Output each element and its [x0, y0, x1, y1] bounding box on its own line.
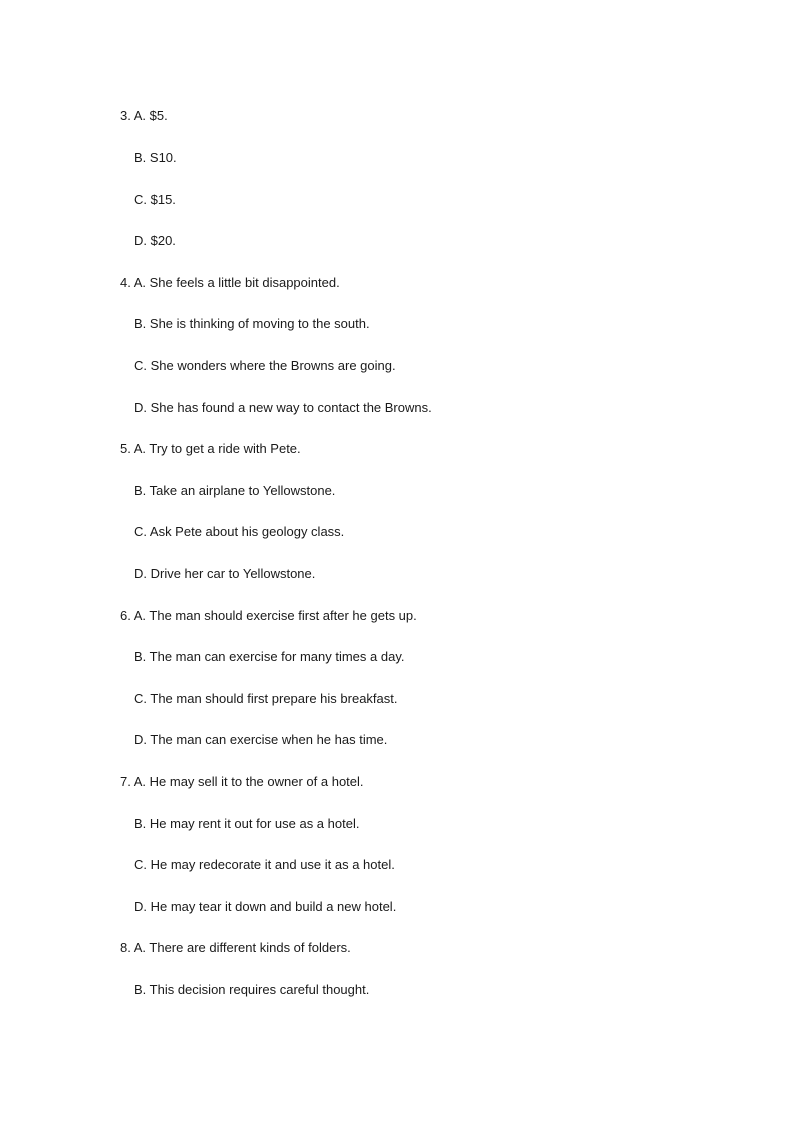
question-3-option-d: D. $20.: [134, 233, 176, 248]
question-7-option-a: 7. A. He may sell it to the owner of a hotel.: [120, 774, 364, 789]
question-5-option-a: 5. A. Try to get a ride with Pete.: [120, 441, 301, 456]
question-7-option-c: C. He may redecorate it and use it as a hotel.: [134, 857, 395, 872]
question-4-option-d: D. She has found a new way to contact the Browns.: [134, 400, 432, 415]
question-6-option-c: C. The man should first prepare his breakfast.: [134, 691, 398, 706]
question-3-option-b: B. S10.: [134, 150, 177, 165]
question-5-option-c: C. Ask Pete about his geology class.: [134, 524, 345, 539]
question-6-option-a: 6. A. The man should exercise first after he gets up.: [120, 608, 417, 623]
question-7-option-d: D. He may tear it down and build a new hotel.: [134, 899, 397, 914]
question-4-option-a: 4. A. She feels a little bit disappointed.: [120, 275, 340, 290]
question-4-option-b: B. She is thinking of moving to the south.: [134, 316, 370, 331]
question-5-option-d: D. Drive her car to Yellowstone.: [134, 566, 316, 581]
question-3-option-c: C. $15.: [134, 192, 176, 207]
question-8-option-a: 8. A. There are different kinds of folders.: [120, 940, 351, 955]
question-3-option-a: 3. A. $5.: [120, 108, 168, 123]
question-8-option-b: B. This decision requires careful thought.: [134, 982, 370, 997]
question-5-option-b: B. Take an airplane to Yellowstone.: [134, 483, 336, 498]
question-4-option-c: C. She wonders where the Browns are going.: [134, 358, 396, 373]
question-6-option-b: B. The man can exercise for many times a day.: [134, 649, 405, 664]
question-7-option-b: B. He may rent it out for use as a hotel.: [134, 816, 360, 831]
question-6-option-d: D. The man can exercise when he has time.: [134, 732, 388, 747]
